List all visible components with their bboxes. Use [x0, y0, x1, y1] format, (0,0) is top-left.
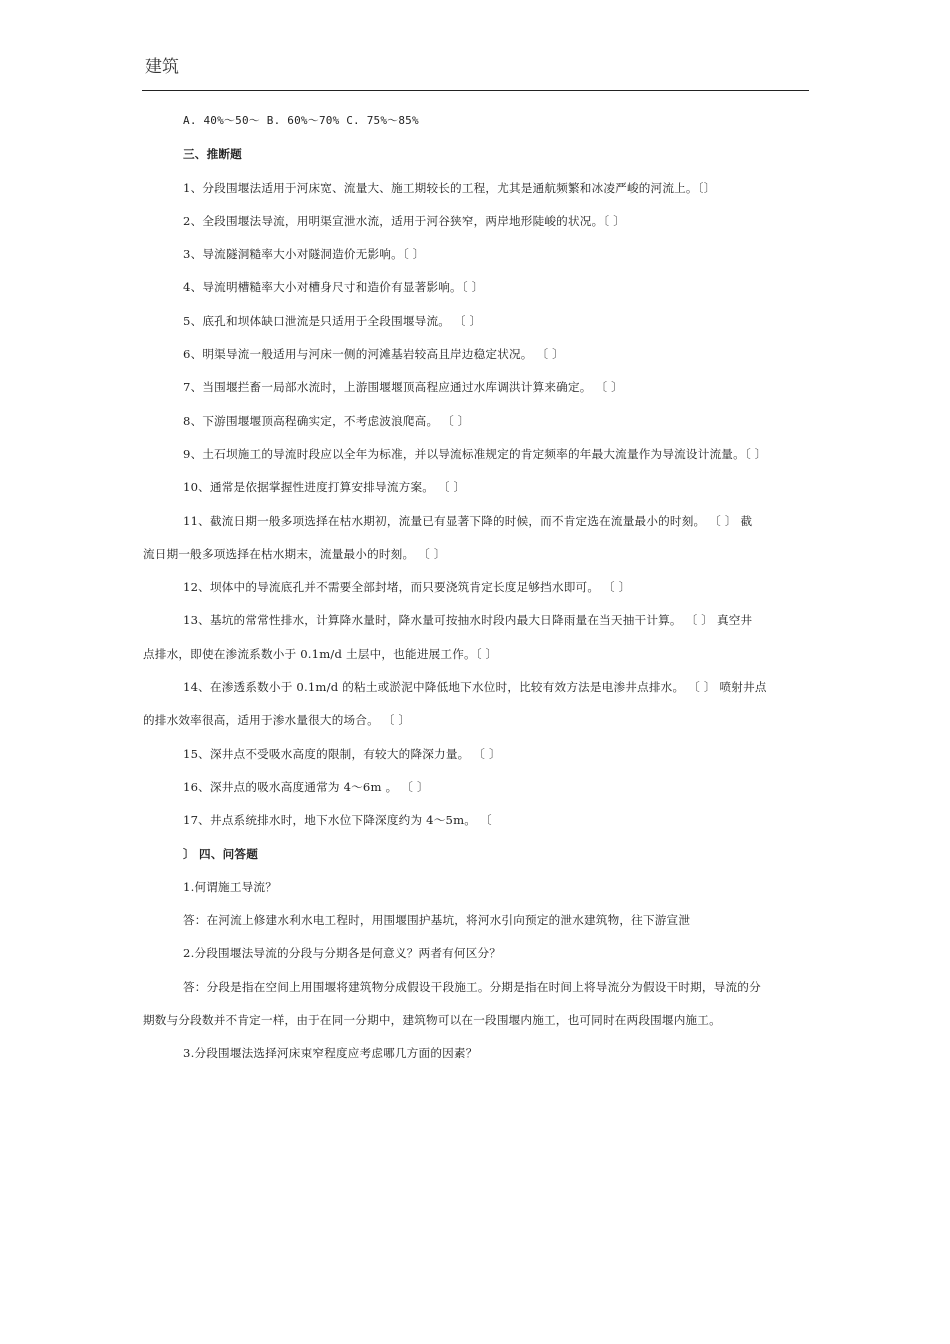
header-rule [142, 90, 809, 91]
question-11-continued: 流日期一般多项选择在枯水期末，流量最小的时刻。 〔 〕 [143, 546, 446, 561]
section-heading-judgement: 三、推断题 [183, 147, 242, 162]
question-9: 9、土石坝施工的导流时段应以全年为标准，并以导流标准规定的肯定频率的年最大流量作为导流设计流量。〔 〕 [183, 446, 767, 461]
question-13-continued: 点排水，即使在渗流系数小于 0.1m/d 土层中，也能进展工作。〔 〕 [143, 646, 498, 661]
question-3: 3、导流隧洞糙率大小对隧洞造价无影响。〔 〕 [183, 247, 425, 262]
question-14-continued: 的排水效率很高，适用于渗水量很大的场合。 〔 〕 [143, 713, 411, 728]
qa-question-2: 2.分段围堰法导流的分段与分期各是何意义？两者有何区分？ [183, 946, 502, 961]
qa-answer-2: 答：分段是指在空间上用围堰将建筑物分成假设干段施工。分期是指在时间上将导流分为假设干时期，导流的分 [183, 979, 761, 994]
question-4: 4、导流明槽糙率大小对槽身尺寸和造价有显著影响。〔 〕 [183, 280, 484, 295]
section-heading-qa: 〕 四、问答题 [183, 846, 258, 861]
question-10: 10、通常是依据掌握性进度打算安排导流方案。 〔 〕 [183, 480, 466, 495]
question-2: 2、全段围堰法导流，用明渠宣泄水流，适用于河谷狭窄，两岸地形陡峻的状况。〔 〕 [183, 213, 626, 228]
document-body [143, 110, 809, 1076]
qa-question-3: 3.分段围堰法选择河床束窄程度应考虑哪几方面的因素？ [183, 1046, 478, 1061]
qa-answer-2-continued: 期数与分段数并不肯定一样，由于在同一分期中，建筑物可以在一段围堰内施工，也可同时在两段围堰内施工。 [143, 1013, 721, 1028]
question-5: 5、底孔和坝体缺口泄流是只适用于全段围堰导流。 〔 〕 [183, 313, 482, 328]
question-1: 1、分段围堰法适用于河床宽、流量大、施工期较长的工程，尤其是通航频繁和冰凌严峻的河流上。〔〕 [183, 180, 716, 195]
page-header-title: 建筑 [145, 57, 179, 77]
question-12: 12、坝体中的导流底孔并不需要全部封堵，而只要浇筑肯定长度足够挡水即可。 〔 〕 [183, 580, 631, 595]
question-16: 16、深井点的吸水高度通常为 4～6m 。 〔 〕 [183, 779, 429, 794]
question-13: 13、基坑的常常性排水，计算降水量时，降水量可按抽水时段内最大日降雨量在当天抽干计算。 〔 〕 真空井 [183, 613, 753, 628]
question-7: 7、当围堰拦畜一局部水流时，上游围堰堰顶高程应通过水库调洪计算来确定。 〔 〕 [183, 380, 623, 395]
question-6: 6、明渠导流一般适用与河床一侧的河滩基岩较高且岸边稳定状况。 〔 〕 [183, 347, 564, 362]
question-8: 8、下游围堰堰顶高程确实定，不考虑波浪爬高。 〔 〕 [183, 413, 470, 428]
question-15: 15、深井点不受吸水高度的限制，有较大的降深力量。 〔 〕 [183, 746, 501, 761]
question-17: 17、井点系统排水时，地下水位下降深度约为 4～5m。 〔 [183, 813, 492, 828]
qa-question-1: 1.何谓施工导流？ [183, 879, 278, 894]
question-11: 11、截流日期一般多项选择在枯水期初，流量已有显著下降的时候，而不肯定选在流量最小的时刻。 〔 〕 截 [183, 513, 753, 528]
qa-answer-1: 答：在河流上修建水利水电工程时，用围堰围护基坑，将河水引向预定的泄水建筑物，往下游宣泄 [183, 913, 691, 928]
question-14: 14、在渗透系数小于 0.1m/d 的粘土或淤泥中降低地下水位时，比较有效方法是电渗井点排水。 〔 〕 喷射井点 [183, 680, 767, 695]
options-line: A. 40%～50～ B. 60%～70% C. 75%～85% [183, 114, 419, 127]
